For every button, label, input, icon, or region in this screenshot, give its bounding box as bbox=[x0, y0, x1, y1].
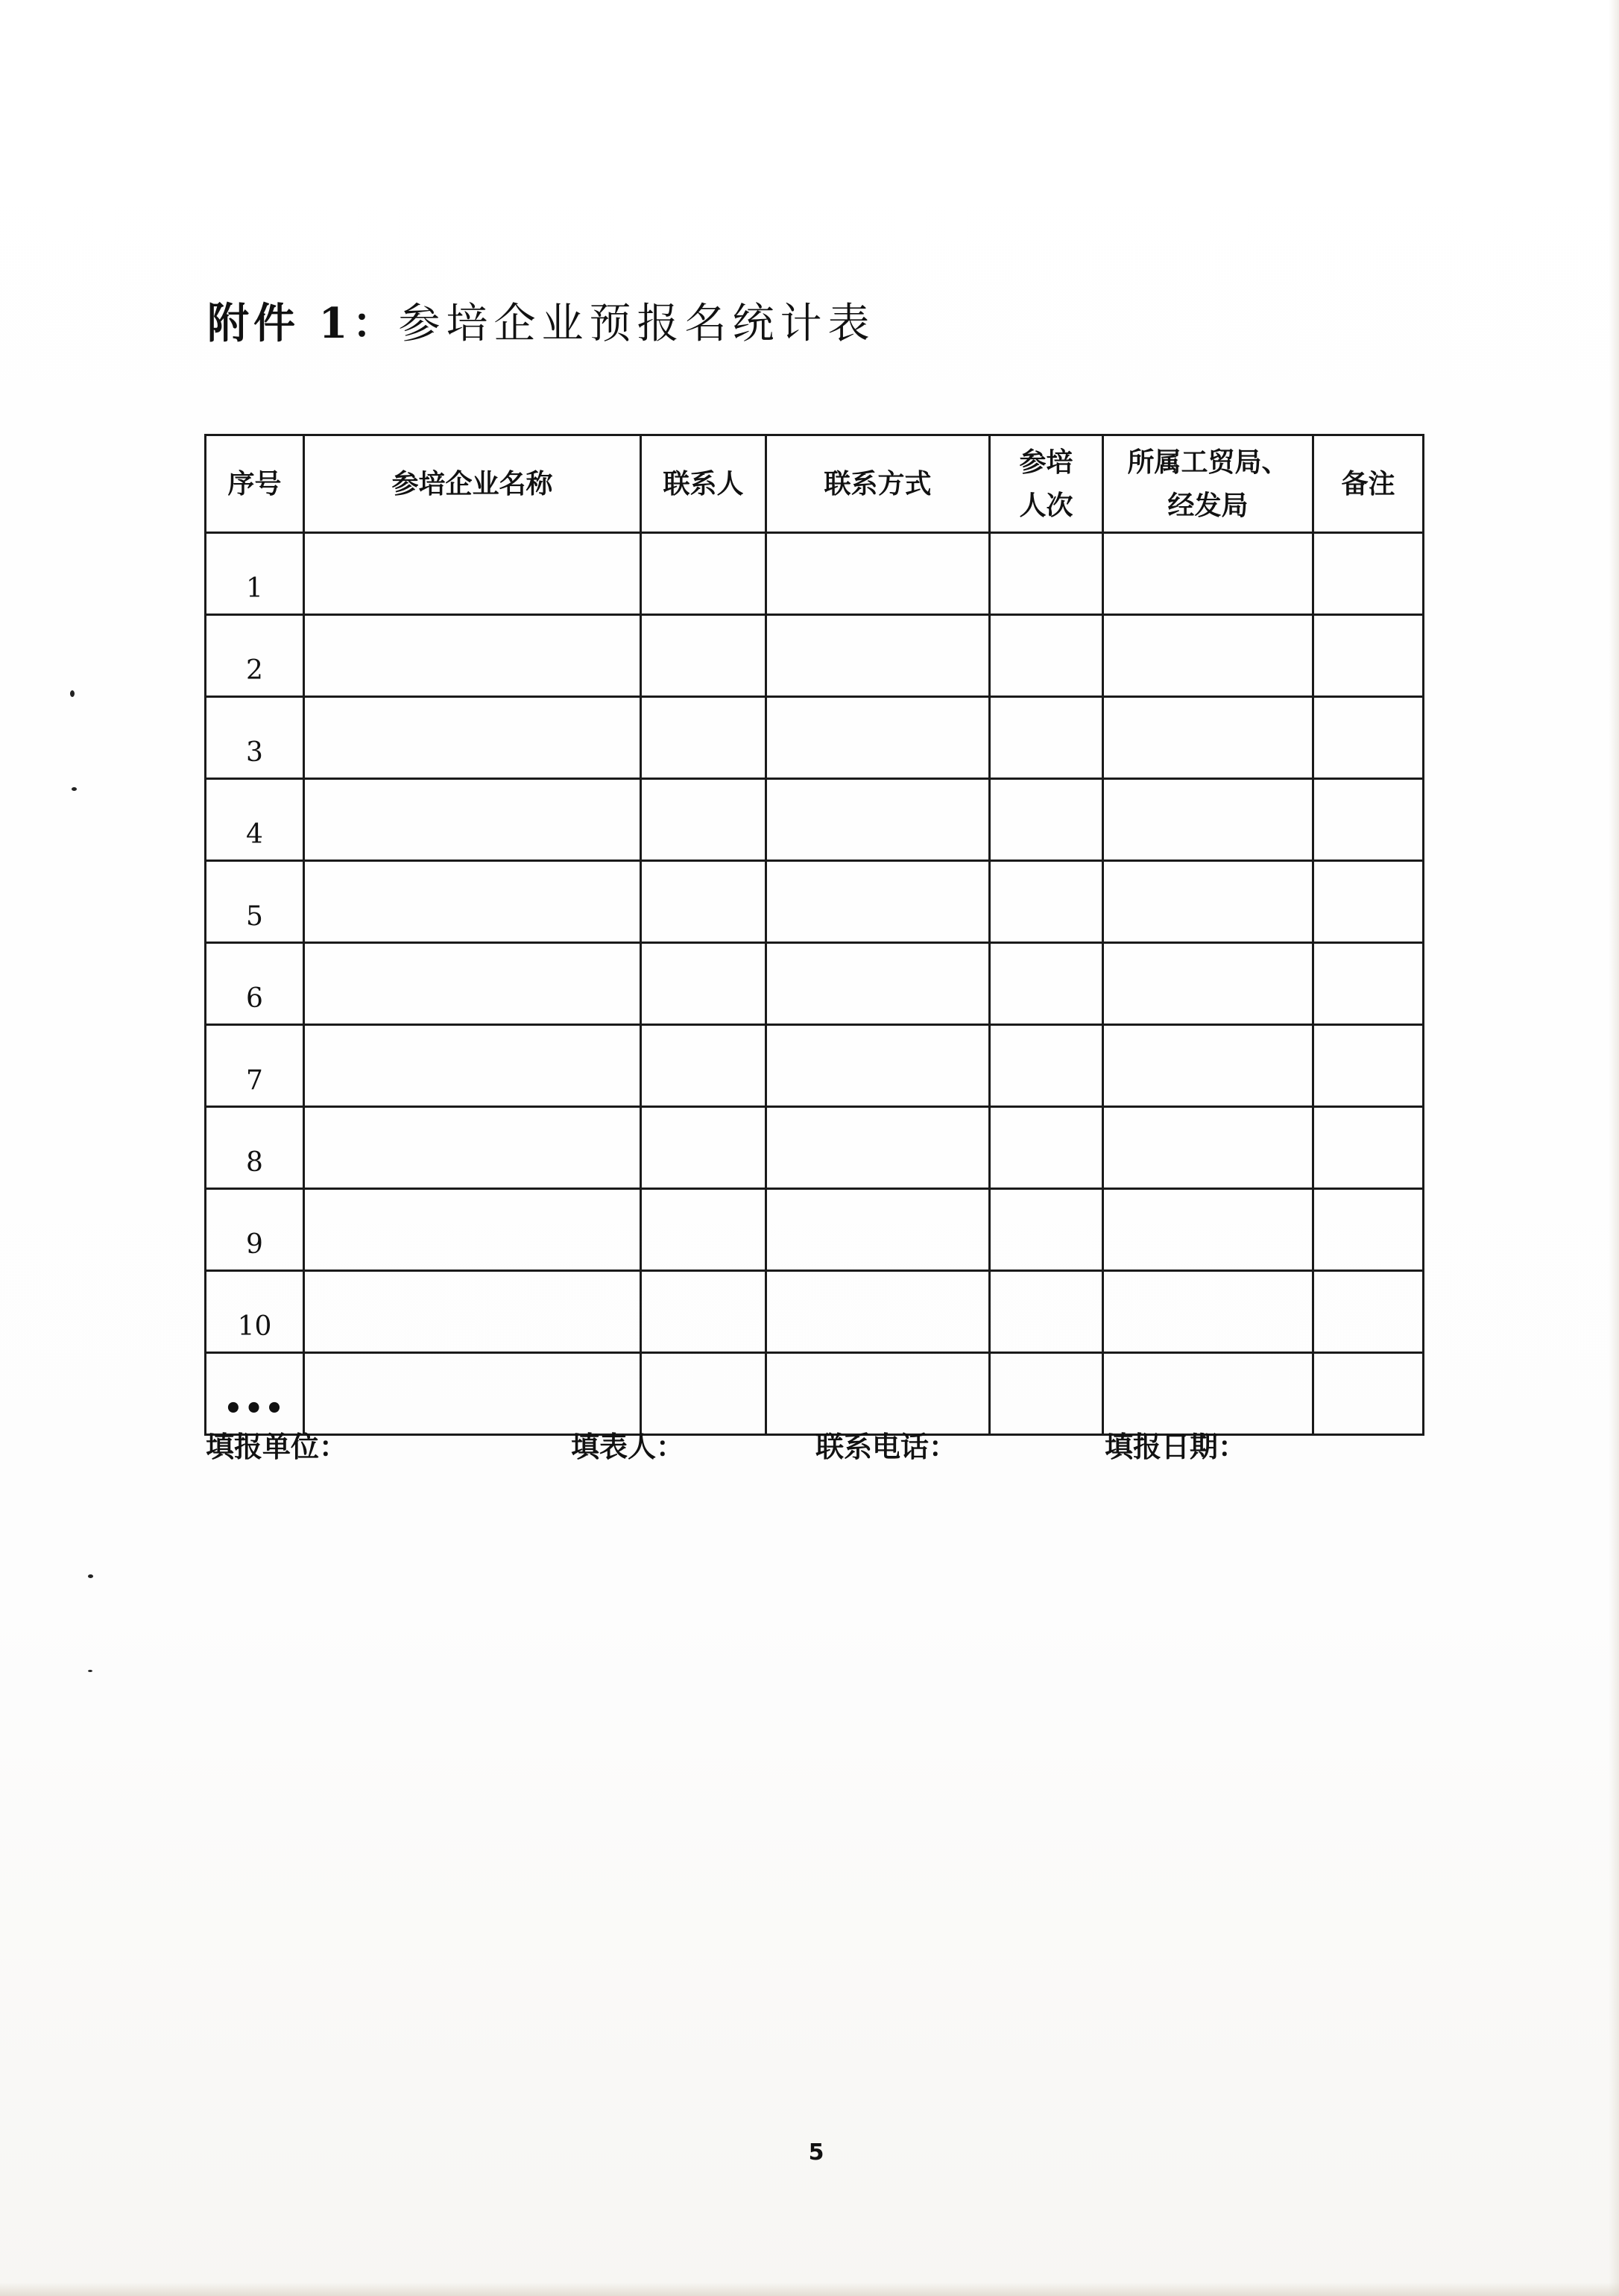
registration-table bbox=[204, 434, 1424, 1436]
cell-attendee-count bbox=[990, 533, 1103, 615]
page-edge-shadow bbox=[1609, 0, 1619, 2296]
cell-bureau bbox=[1103, 861, 1313, 943]
cell-contact-method bbox=[766, 779, 990, 861]
row-seq: 4 bbox=[206, 779, 304, 861]
cell-bureau bbox=[1103, 1271, 1313, 1353]
row-seq: 2 bbox=[206, 615, 304, 697]
table-row bbox=[206, 615, 1424, 697]
cell-contact-person bbox=[641, 1353, 766, 1435]
cell-attendee-count bbox=[990, 1025, 1103, 1107]
cell-remark bbox=[1313, 697, 1424, 779]
table-row bbox=[206, 1271, 1424, 1353]
cell-attendee-count bbox=[990, 1107, 1103, 1189]
header-attendee-count-line1: 参培 bbox=[1019, 447, 1073, 478]
title-text: 参培企业预报名统计表 bbox=[398, 300, 876, 348]
table-row bbox=[206, 1353, 1424, 1435]
scan-speck bbox=[88, 1670, 92, 1672]
cell-contact-method bbox=[766, 1107, 990, 1189]
footer-phone-label: 联系电话： bbox=[815, 1430, 958, 1463]
header-bureau-line1: 所属工贸局、 bbox=[1127, 447, 1289, 478]
cell-remark bbox=[1313, 1271, 1424, 1353]
cell-attendee-count bbox=[990, 861, 1103, 943]
cell-remark bbox=[1313, 1353, 1424, 1435]
cell-contact-method bbox=[766, 943, 990, 1025]
cell-attendee-count bbox=[990, 1189, 1103, 1271]
cell-bureau bbox=[1103, 779, 1313, 861]
header-seq: 序号 bbox=[206, 435, 304, 533]
cell-bureau bbox=[1103, 697, 1313, 779]
cell-contact-method bbox=[766, 697, 990, 779]
table-body bbox=[206, 533, 1424, 1435]
cell-contact-method bbox=[766, 861, 990, 943]
cell-bureau bbox=[1103, 615, 1313, 697]
cell-remark bbox=[1313, 1107, 1424, 1189]
table-row bbox=[206, 779, 1424, 861]
cell-contact-person bbox=[641, 1271, 766, 1353]
cell-contact-person bbox=[641, 943, 766, 1025]
cell-remark bbox=[1313, 533, 1424, 615]
cell-bureau bbox=[1103, 533, 1313, 615]
cell-contact-person bbox=[641, 697, 766, 779]
document-title bbox=[207, 291, 875, 350]
cell-contact-method bbox=[766, 1271, 990, 1353]
cell-attendee-count bbox=[990, 779, 1103, 861]
cell-contact-person bbox=[641, 861, 766, 943]
cell-contact-method bbox=[766, 1025, 990, 1107]
cell-company-name bbox=[304, 1025, 641, 1107]
header-attendee-count-line2: 人次 bbox=[1019, 490, 1073, 521]
cell-contact-method bbox=[766, 1189, 990, 1271]
scan-speck bbox=[70, 690, 75, 697]
title-prefix: 附件 1： bbox=[207, 299, 399, 348]
table-row bbox=[206, 943, 1424, 1025]
cell-remark bbox=[1313, 943, 1424, 1025]
table-row bbox=[206, 861, 1424, 943]
footer-date-label: 填报日期： bbox=[1105, 1430, 1247, 1463]
cell-company-name bbox=[304, 1189, 641, 1271]
cell-bureau bbox=[1103, 1107, 1313, 1189]
cell-company-name bbox=[304, 1107, 641, 1189]
row-seq: 10 bbox=[206, 1271, 304, 1353]
cell-attendee-count bbox=[990, 697, 1103, 779]
footer-filler-label: 填表人： bbox=[571, 1430, 685, 1463]
cell-attendee-count bbox=[990, 943, 1103, 1025]
header-bureau bbox=[1103, 435, 1313, 533]
cell-contact-person bbox=[641, 533, 766, 615]
row-seq: 8 bbox=[206, 1107, 304, 1189]
cell-bureau bbox=[1103, 1025, 1313, 1107]
cell-remark bbox=[1313, 779, 1424, 861]
header-company-name: 参培企业名称 bbox=[304, 435, 641, 533]
cell-company-name bbox=[304, 1353, 641, 1435]
page-number: 5 bbox=[808, 2139, 824, 2166]
cell-attendee-count bbox=[990, 1353, 1103, 1435]
cell-remark bbox=[1313, 615, 1424, 697]
row-seq: 3 bbox=[206, 697, 304, 779]
row-seq: 5 bbox=[206, 861, 304, 943]
cell-attendee-count bbox=[990, 615, 1103, 697]
header-attendee-count bbox=[990, 435, 1103, 533]
cell-company-name bbox=[304, 861, 641, 943]
cell-bureau bbox=[1103, 1353, 1313, 1435]
cell-company-name bbox=[304, 779, 641, 861]
header-contact-person: 联系人 bbox=[641, 435, 766, 533]
cell-company-name bbox=[304, 943, 641, 1025]
cell-company-name bbox=[304, 697, 641, 779]
cell-company-name bbox=[304, 615, 641, 697]
scan-speck bbox=[72, 787, 77, 791]
cell-contact-person bbox=[641, 1107, 766, 1189]
cell-remark bbox=[1313, 1025, 1424, 1107]
form-footer bbox=[0, 1424, 1619, 1469]
cell-bureau bbox=[1103, 1189, 1313, 1271]
footer-unit-label: 填报单位： bbox=[206, 1430, 348, 1463]
cell-company-name bbox=[304, 1271, 641, 1353]
header-bureau-line2: 经发局 bbox=[1167, 490, 1249, 521]
table-row bbox=[206, 1107, 1424, 1189]
row-seq: 6 bbox=[206, 943, 304, 1025]
header-contact-method: 联系方式 bbox=[766, 435, 990, 533]
cell-remark bbox=[1313, 1189, 1424, 1271]
registration-table-container bbox=[204, 434, 1422, 1436]
cell-bureau bbox=[1103, 943, 1313, 1025]
cell-contact-method bbox=[766, 1353, 990, 1435]
cell-remark bbox=[1313, 861, 1424, 943]
table-row bbox=[206, 1025, 1424, 1107]
cell-company-name bbox=[304, 533, 641, 615]
scan-speck bbox=[88, 1574, 93, 1578]
table-row bbox=[206, 533, 1424, 615]
header-remark: 备注 bbox=[1313, 435, 1424, 533]
row-seq-ellipsis: ••• bbox=[206, 1353, 304, 1435]
cell-contact-person bbox=[641, 779, 766, 861]
table-header-row bbox=[206, 435, 1424, 533]
table-row bbox=[206, 1189, 1424, 1271]
row-seq: 7 bbox=[206, 1025, 304, 1107]
cell-contact-person bbox=[641, 1189, 766, 1271]
cell-contact-method bbox=[766, 533, 990, 615]
cell-attendee-count bbox=[990, 1271, 1103, 1353]
cell-contact-person bbox=[641, 1025, 766, 1107]
cell-contact-person bbox=[641, 615, 766, 697]
row-seq: 9 bbox=[206, 1189, 304, 1271]
table-row bbox=[206, 697, 1424, 779]
row-seq: 1 bbox=[206, 533, 304, 615]
page-bottom-shadow bbox=[0, 2283, 1619, 2296]
cell-contact-method bbox=[766, 615, 990, 697]
